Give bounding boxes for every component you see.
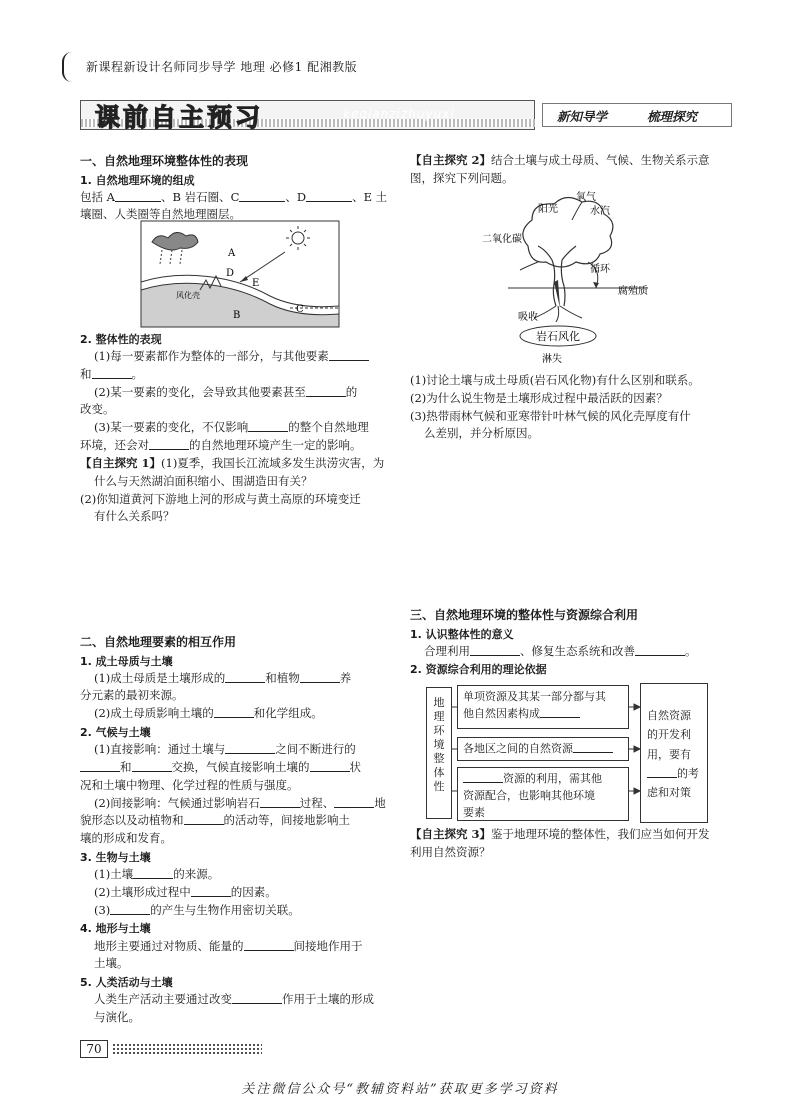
section-2	[80, 633, 410, 1027]
explore-2-questions	[410, 372, 730, 443]
text: 与演化。	[94, 1010, 140, 1025]
fill-blank[interactable]	[214, 706, 254, 718]
text: 改变。	[80, 402, 115, 417]
fill-blank[interactable]	[132, 760, 172, 772]
diagram-label-weathering: 风化壳	[176, 291, 200, 300]
text: (1)讨论土壤与成土母质(岩石风化物)有什么区别和联系。	[410, 373, 700, 387]
text: 的活动等，间接地影响土	[223, 813, 350, 828]
text: 合理利用	[424, 643, 470, 658]
fill-blank[interactable]	[329, 349, 369, 361]
text: 的来源。	[173, 867, 220, 882]
fill-blank[interactable]	[80, 760, 120, 772]
fill-blank[interactable]	[92, 367, 132, 379]
diagram-label-c: C	[296, 304, 304, 315]
text: 和化学组成。	[253, 706, 323, 721]
text: (1)直接影响：通过土壤与	[94, 742, 226, 757]
text: 什么与天然湖泊面积缩小、围湖造田有关？	[94, 473, 313, 488]
text: (1)夏季，我国长江流域多发生洪涝灾害，为	[161, 455, 385, 470]
label-sun: 阳光	[538, 204, 558, 215]
text: 资源的利用，需其他	[503, 772, 602, 785]
section-1-sub1: 1. 自然地理环境的组成	[80, 173, 195, 187]
earth-spheres-diagram	[140, 220, 340, 328]
text: (3)	[94, 902, 111, 917]
text: 之间不断进行的	[275, 742, 356, 757]
text: 养	[339, 670, 352, 685]
subheading: 1. 认识整体性的意义	[410, 627, 514, 641]
text: 图，探究下列问题。	[410, 170, 514, 185]
subheading: 2. 气候与土壤	[80, 726, 151, 740]
explore-2	[410, 152, 730, 188]
text: (2)土壤形成过程中	[94, 884, 191, 899]
section-1-sub2: 2. 整体性的表现	[80, 333, 162, 346]
fill-blank[interactable]	[635, 644, 685, 656]
flowchart-left-box: 地理环境整体性	[426, 687, 452, 819]
banner-tag-2: 梳理探究	[647, 109, 698, 124]
diagram-label-e: E	[252, 278, 260, 289]
label-humus: 腐殖质	[618, 286, 648, 297]
subheading: 2. 资源综合利用的理论依据	[410, 663, 547, 677]
text: (3)某一要素的变化，不仅影响	[94, 420, 249, 435]
header-ornament	[62, 52, 76, 82]
text: 交换，气候直接影响土壤的	[171, 759, 310, 774]
flowchart-mid-box-3	[457, 767, 629, 821]
label-absorb: 吸收	[518, 312, 538, 323]
section-banner	[80, 100, 730, 130]
text: 有什么关系吗？	[94, 509, 175, 524]
fill-blank[interactable]	[239, 190, 285, 202]
text: (2)某一要素的变化，会导致其他要素甚至	[94, 384, 306, 399]
text: 的整个自然地理	[288, 420, 369, 435]
text: 结合土壤与成土母质、气候、生物关系示意	[491, 153, 710, 167]
label-vapor: 水汽	[590, 206, 610, 217]
subheading: 3. 生物与土壤	[80, 851, 151, 864]
text: 地	[374, 795, 386, 810]
banner-title: 课前自主预习	[95, 103, 264, 132]
label-oxygen: 氧气	[576, 192, 596, 203]
text: 和	[80, 366, 92, 381]
text: (1)每一要素都作为整体的一部分，与其他要素	[94, 349, 329, 364]
text: 间接地作用于	[293, 938, 363, 953]
subheading: 5. 人类活动与土壤	[80, 976, 173, 990]
text: 、修复生态系统和改善	[520, 643, 635, 658]
label-rock: 岩石风化	[536, 330, 580, 343]
running-header	[70, 52, 750, 82]
page-number: 70	[80, 1040, 108, 1058]
text: 资源配合，也影响其他环境	[463, 789, 595, 803]
fill-blank[interactable]	[248, 420, 288, 432]
resource-flowchart	[420, 683, 720, 823]
text: 么差别，并分析原因。	[424, 426, 539, 441]
explore-3	[410, 826, 730, 862]
text: 的开发利	[647, 728, 691, 742]
fill-blank[interactable]	[334, 796, 374, 808]
text: 和	[120, 759, 132, 774]
text: 貌形态以及动植物和	[80, 813, 184, 828]
section-1	[80, 152, 410, 224]
fill-blank[interactable]	[470, 644, 520, 656]
text: (2)你知道黄河下游地上河的形成与黄土高原的环境变迁	[80, 491, 361, 506]
banner-pinyin: keqianzizhuyuxi	[343, 107, 455, 121]
text: 用，要有	[647, 747, 691, 761]
fill-blank[interactable]	[133, 867, 173, 879]
text: 、B 岩石圈、C	[160, 189, 240, 204]
fill-blank[interactable]	[306, 190, 352, 202]
diagram-label-d: D	[226, 268, 235, 279]
text: 状	[349, 759, 361, 774]
text: 各地区之间的自然资源	[463, 742, 573, 755]
text: 作用于土壤的形成	[282, 992, 374, 1007]
label-leach: 淋失	[542, 354, 562, 365]
text: (2)间接影响：气候通过影响岩石	[94, 795, 260, 810]
section-2-heading: 二、自然地理要素的相互作用	[80, 635, 237, 649]
text: 、E 土	[352, 189, 388, 204]
fill-blank[interactable]	[184, 813, 224, 825]
text: 的自然地理环境产生一定的影响。	[189, 438, 362, 453]
text: 的考	[677, 766, 699, 780]
explore-1-tag: 【自主探究 1】	[80, 455, 162, 470]
fill-blank[interactable]	[463, 771, 503, 783]
fill-blank[interactable]	[244, 939, 294, 951]
diagram-label-a: A	[228, 248, 236, 259]
text: 地形主要通过对物质、能量的	[94, 938, 244, 953]
flowchart-mid-box-2	[457, 737, 629, 761]
book-title: 新课程新设计名师同步导学 地理 必修1 配湘教版	[86, 60, 358, 74]
text: 过程、	[299, 795, 335, 810]
text: 土壤。	[94, 956, 129, 971]
fill-blank[interactable]	[647, 766, 677, 778]
text: 壤圈、人类圈等自然地理圈层。	[80, 207, 241, 222]
fill-blank[interactable]	[300, 671, 340, 683]
section-3-heading: 三、自然地理环境的整体性与资源综合利用	[410, 608, 639, 622]
explore-2-tag: 【自主探究 2】	[410, 153, 492, 167]
text: (3)热带雨林气候和亚寒带针叶林气候的风化壳厚度有什	[410, 408, 691, 423]
text: 分元素的最初来源。	[80, 688, 184, 703]
section-1-continued: 2. 整体性的表现 (1)每一要素都作为整体的一部分，与其他要素 和 。 (2)某一要素的变化，会导致其他要素甚至 的 改变。 (3)某一要素的变化，不仅影响 的整个自然地理 环境，还会对 的自然地理环境产生一定的影响。 【自主探究 1】(1)夏季，我国长江流域多发生洪涝灾害，为 什么与天然湖泊面积缩小、围湖造田有关？ (2)你知道黄河下游地上河的形成与黄土高原的环境变迁 有什么关系吗？	[80, 330, 410, 526]
soil-tree-diagram	[478, 190, 678, 370]
section-1-heading: 一、自然地理环境整体性的表现	[80, 154, 249, 168]
text: 包括 A	[80, 189, 115, 204]
banner-main	[80, 100, 535, 130]
label-cycle: 循环	[590, 264, 610, 275]
text: 自然资源	[647, 709, 691, 722]
text: 壤的形成和发育。	[80, 831, 172, 846]
banner-tag-1: 新知导学	[557, 109, 608, 124]
flowchart-mid-box-1	[457, 685, 629, 729]
page-footer	[80, 1040, 260, 1058]
text: 、D	[285, 189, 307, 204]
text: 鉴于地理环境的整体性，我们应当如何开发	[491, 827, 710, 841]
text: 单项资源及其某一部分都与其	[463, 690, 606, 703]
fill-blank[interactable]	[310, 760, 350, 772]
wechat-note: 关注微信公众号“教辅资料站”获取更多学习资料	[241, 1082, 559, 1097]
banner-tags	[542, 103, 732, 127]
text: 的产生与生物作用密切关联。	[150, 902, 300, 917]
label-co2: 二氧化碳	[482, 234, 522, 245]
explore-3-tag: 【自主探究 3】	[410, 827, 492, 841]
text: 人类生产活动主要通过改变	[94, 992, 232, 1007]
fill-blank[interactable]	[149, 438, 189, 450]
text: 虑和对策	[647, 786, 691, 799]
fill-blank[interactable]	[191, 885, 231, 897]
text: (2)为什么说生物是土壤形成过程中最活跃的因素？	[410, 390, 668, 405]
text: 他自然因素构成	[463, 707, 540, 721]
text: (2)成土母质影响土壤的	[94, 706, 214, 721]
fill-blank[interactable]	[110, 903, 150, 915]
text: 和植物	[265, 670, 300, 685]
fill-blank[interactable]	[232, 992, 282, 1004]
text: 要素	[463, 806, 485, 820]
fill-blank[interactable]	[573, 741, 613, 753]
diagram-label-b: B	[233, 310, 241, 321]
subheading: 1. 成土母质与土壤	[80, 654, 173, 668]
text: 环境，还会对	[80, 438, 149, 453]
text: 的	[345, 384, 358, 399]
fill-blank[interactable]	[225, 671, 265, 683]
text: (1)土壤	[94, 867, 134, 882]
fill-blank[interactable]	[306, 385, 346, 397]
subheading: 4. 地形与土壤	[80, 922, 151, 936]
fill-blank[interactable]	[225, 742, 275, 754]
fill-blank[interactable]	[115, 190, 161, 202]
fill-blank[interactable]	[260, 796, 300, 808]
flowchart-right-box	[640, 683, 708, 823]
text: 况和土壤中物理、化学过程的性质与强度。	[80, 777, 299, 792]
fill-blank[interactable]	[540, 706, 580, 718]
text: 的因素。	[230, 884, 277, 899]
text: 利用自然资源？	[410, 844, 491, 859]
text: (1)成土母质是土壤形成的	[94, 670, 226, 685]
footer-dots	[112, 1043, 262, 1055]
section-3: 三、自然地理环境的整体性与资源综合利用 1. 认识整体性的意义 合理利用 、修复生态系统和改善 。 2. 资源综合利用的理论依据	[410, 606, 730, 679]
